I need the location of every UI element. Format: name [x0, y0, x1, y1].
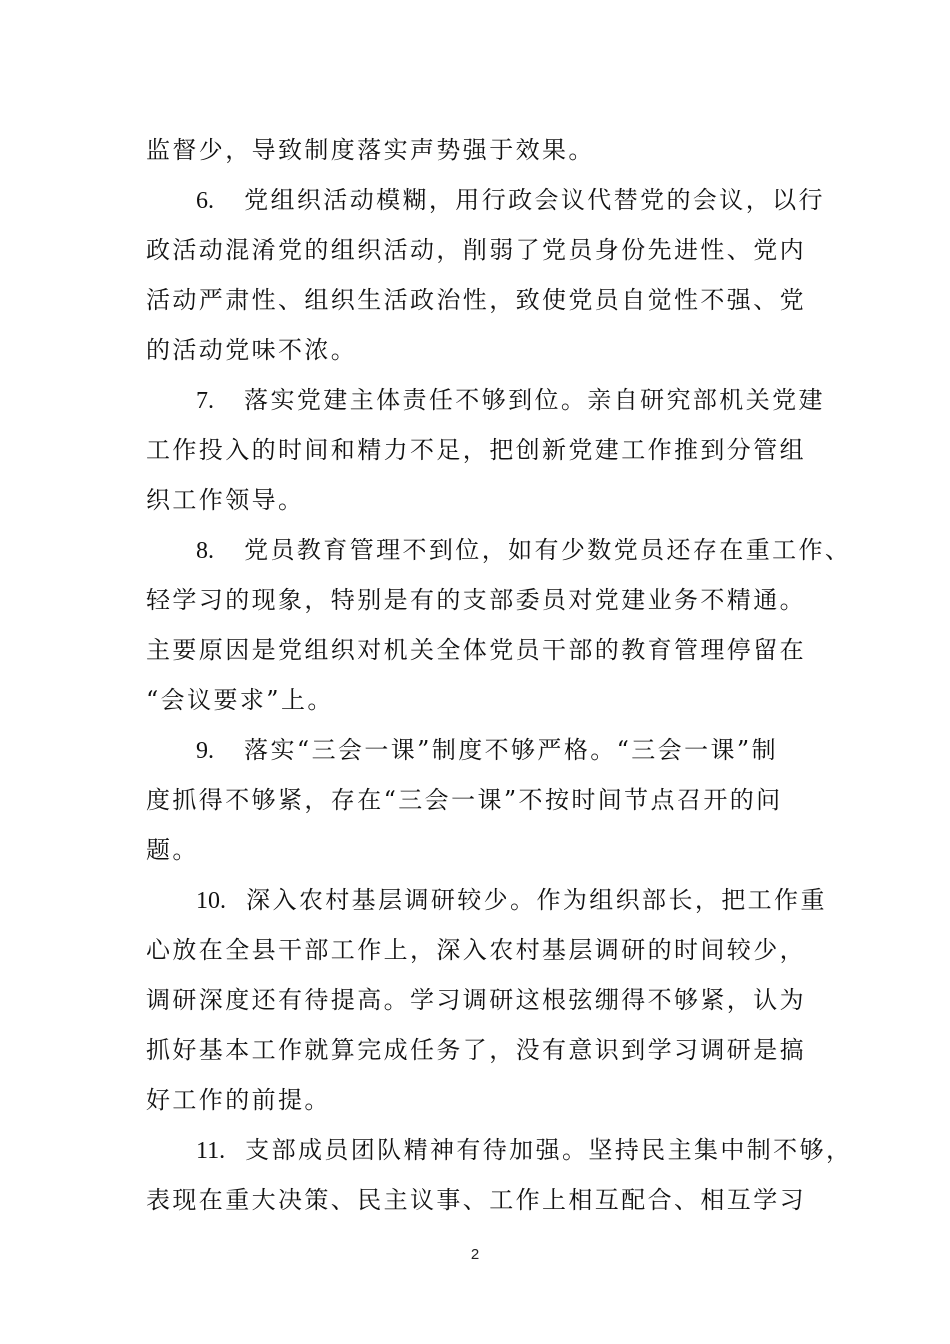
document-body	[146, 125, 853, 1225]
text-line	[146, 625, 826, 675]
text-line	[146, 575, 826, 625]
item-number: 11.	[196, 1138, 226, 1164]
line-text: 工作投入的时间和精力不足，把创新党建工作推到分管组	[146, 436, 806, 464]
line-text: 党组织活动模糊，用行政会议代替党的会议，以行	[244, 186, 825, 214]
line-text: 表现在重大决策、民主议事、工作上相互配合、相互学习	[146, 1186, 806, 1214]
line-text: 政活动混淆党的组织活动，削弱了党员身份先进性、党内	[146, 236, 806, 264]
text-line	[146, 725, 826, 775]
text-line	[146, 1025, 826, 1075]
page-number: 2	[470, 1246, 480, 1263]
line-text: 落实“三会一课”制度不够严格。“三会一课”制	[244, 736, 778, 764]
item-number: 7.	[196, 388, 214, 414]
line-text: 主要原因是党组织对机关全体党员干部的教育管理停留在	[146, 636, 806, 664]
text-line	[146, 525, 852, 575]
text-line	[146, 825, 826, 875]
line-text: 心放在全县干部工作上，深入农村基层调研的时间较少，	[146, 936, 806, 964]
text-line	[146, 125, 826, 175]
text-line	[146, 275, 826, 325]
line-text: 轻学习的现象，特别是有的支部委员对党建业务不精通。	[146, 586, 806, 614]
line-text: 活动严肃性、组织生活政治性，致使党员自觉性不强、党	[146, 286, 806, 314]
text-line	[146, 1175, 826, 1225]
item-number: 6.	[196, 188, 214, 214]
text-line	[146, 325, 826, 375]
text-line	[146, 975, 826, 1025]
text-line	[146, 1125, 853, 1175]
text-line	[146, 475, 826, 525]
line-text: 党员教育管理不到位，如有少数党员还存在重工作、	[244, 536, 852, 564]
item-number: 8.	[196, 538, 214, 564]
line-text: 的活动党味不浓。	[146, 336, 358, 364]
line-text: “会议要求”上。	[146, 686, 334, 714]
text-line	[146, 375, 826, 425]
line-text: 好工作的前提。	[146, 1086, 331, 1114]
line-text: 监督少，导致制度落实声势强于效果。	[146, 136, 595, 164]
text-line	[146, 875, 826, 925]
text-line	[146, 775, 826, 825]
line-text: 支部成员团队精神有待加强。坚持民主集中制不够，	[245, 1136, 853, 1164]
line-text: 织工作领导。	[146, 486, 305, 514]
line-text: 落实党建主体责任不够到位。亲自研究部机关党建	[244, 386, 825, 414]
text-line	[146, 675, 826, 725]
item-number: 10.	[196, 888, 226, 914]
line-text: 调研深度还有待提高。学习调研这根弦绷得不够紧，认为	[146, 986, 806, 1014]
text-line	[146, 175, 826, 225]
line-text: 题。	[146, 836, 199, 864]
line-text: 抓好基本工作就算完成任务了，没有意识到学习调研是搞	[146, 1036, 806, 1064]
item-number: 9.	[196, 738, 214, 764]
text-line	[146, 1075, 826, 1125]
text-line	[146, 925, 826, 975]
line-text: 度抓得不够紧，存在“三会一课”不按时间节点召开的问	[146, 786, 783, 814]
text-line	[146, 425, 826, 475]
line-text: 深入农村基层调研较少。作为组织部长，把工作重	[246, 886, 827, 914]
text-line	[146, 225, 826, 275]
